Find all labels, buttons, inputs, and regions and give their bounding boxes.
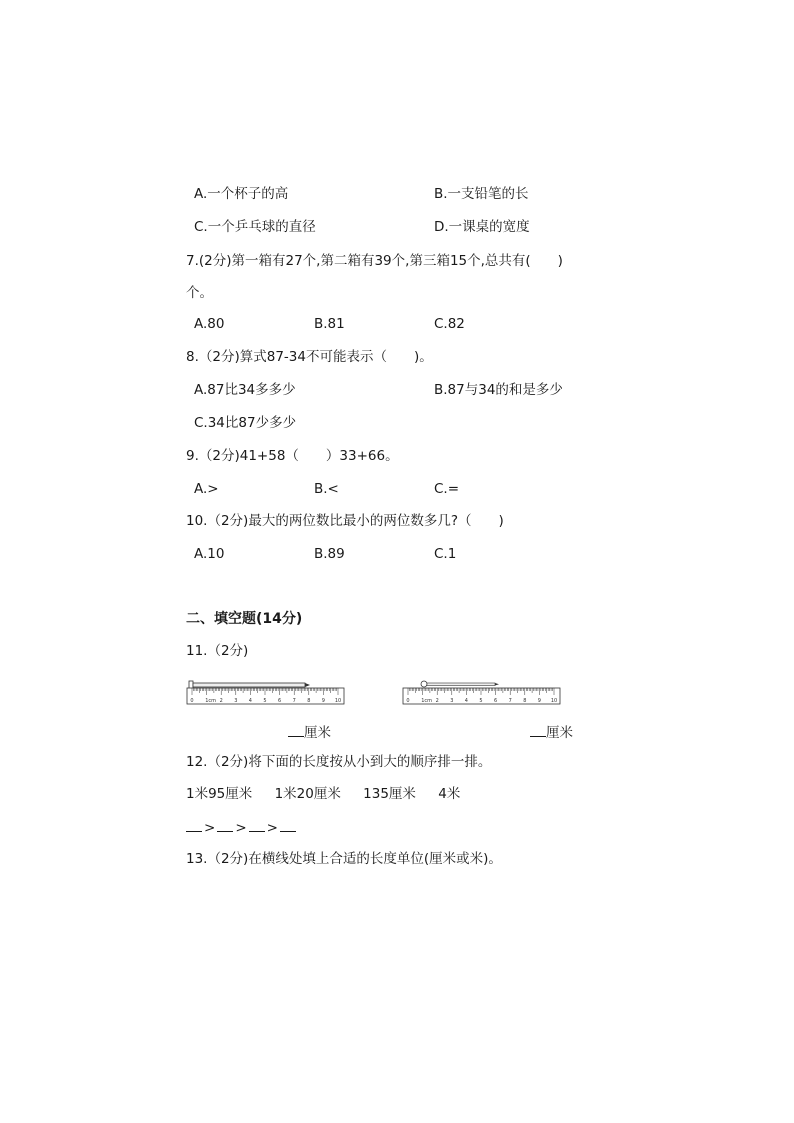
q9-option-b: B.< (314, 481, 339, 497)
q10-option-c: C.1 (434, 546, 457, 562)
ruler-tick-label: 1cm (421, 698, 433, 704)
section-title: 二、填空题(14分) (186, 611, 303, 627)
q10-option-a: A.10 (194, 546, 225, 562)
ruler-tick-label: 8 (523, 698, 527, 704)
q10-stem: 10.（2分)最大的两位数比最小的两位数多几?（ ) (186, 513, 504, 529)
ruler-tick-label: 1cm (205, 698, 217, 704)
ruler-tick-label: 3 (450, 698, 454, 704)
q8-option-c: C.34比87少多少 (194, 415, 297, 431)
ruler-tick-label: 5 (479, 698, 483, 704)
answer-blank[interactable] (530, 722, 546, 737)
length-item: 4米 (438, 786, 461, 802)
q13-stem: 13.（2分)在横线处填上合适的长度单位(厘米或米)。 (186, 851, 502, 867)
q8-option-a: A.87比34多多少 (194, 382, 296, 398)
unit-label: 厘米 (304, 725, 331, 741)
greater-than-symbol: > (235, 820, 247, 836)
length-item: 135厘米 (363, 786, 416, 802)
answer-blank[interactable] (288, 722, 304, 737)
ruler-tick-label: 10 (334, 698, 342, 704)
q7-option-c: C.82 (434, 316, 465, 332)
ruler-tick-label: 7 (292, 698, 296, 704)
ruler-tick-label: 6 (494, 698, 498, 704)
q12-answer-row (186, 817, 296, 837)
unit-label: 厘米 (546, 725, 573, 741)
q8-stem: 8.（2分)算式87-34不可能表示（ )。 (186, 349, 433, 365)
q6-option-a: A.一个杯子的高 (194, 186, 289, 202)
ruler-tick-label: 2 (219, 698, 223, 704)
ruler-with-pin-right (402, 674, 562, 708)
q9-stem: 9.（2分)41+58（ ）33+66。 (186, 448, 399, 464)
q6-option-d: D.一课桌的宽度 (434, 219, 530, 235)
ruler-tick-label: 4 (248, 698, 252, 704)
q7-option-b: B.81 (314, 316, 345, 332)
ruler-tick-label: 8 (307, 698, 311, 704)
q10-option-b: B.89 (314, 546, 345, 562)
ruler-tick-label: 3 (234, 698, 238, 704)
ruler-tick-label: 0 (190, 698, 194, 704)
q11-stem: 11.（2分) (186, 643, 249, 659)
answer-blank[interactable] (280, 817, 296, 832)
ruler-tick-label: 6 (278, 698, 282, 704)
ruler-tick-label: 2 (435, 698, 439, 704)
q8-option-b: B.87与34的和是多少 (434, 382, 563, 398)
length-item: 1米20厘米 (274, 786, 341, 802)
q12-stem: 12.（2分)将下面的长度按从小到大的顺序排一排。 (186, 754, 492, 770)
answer-blank[interactable] (249, 817, 265, 832)
ruler-tick-label: 9 (321, 698, 325, 704)
q7-stem-line1: 7.(2分)第一箱有27个,第二箱有39个,第三箱15个,总共有( ) (186, 253, 563, 269)
q7-stem-line2: 个。 (186, 285, 213, 301)
q7-option-a: A.80 (194, 316, 225, 332)
greater-than-symbol: > (204, 820, 216, 836)
ruler-tick-label: 7 (508, 698, 512, 704)
ruler-tick-label: 0 (406, 698, 410, 704)
ruler-tick-label: 4 (464, 698, 468, 704)
q11-answer-right (530, 722, 573, 742)
q9-option-c: C.= (434, 481, 460, 497)
greater-than-symbol: > (266, 820, 278, 836)
q9-option-a: A.> (194, 481, 219, 497)
q12-items (186, 785, 460, 803)
ruler-tick-label: 10 (550, 698, 558, 704)
answer-blank[interactable] (217, 817, 233, 832)
ruler-tick-label: 5 (263, 698, 267, 704)
q11-answer-left (288, 722, 331, 742)
pin-icon (421, 681, 499, 687)
ruler-with-nail-left (186, 674, 346, 708)
answer-blank[interactable] (186, 817, 202, 832)
length-item: 1米95厘米 (186, 786, 253, 802)
ruler-tick-label: 9 (537, 698, 541, 704)
q6-option-b: B.一支铅笔的长 (434, 186, 529, 202)
q6-option-c: C.一个乒乓球的直径 (194, 219, 316, 235)
